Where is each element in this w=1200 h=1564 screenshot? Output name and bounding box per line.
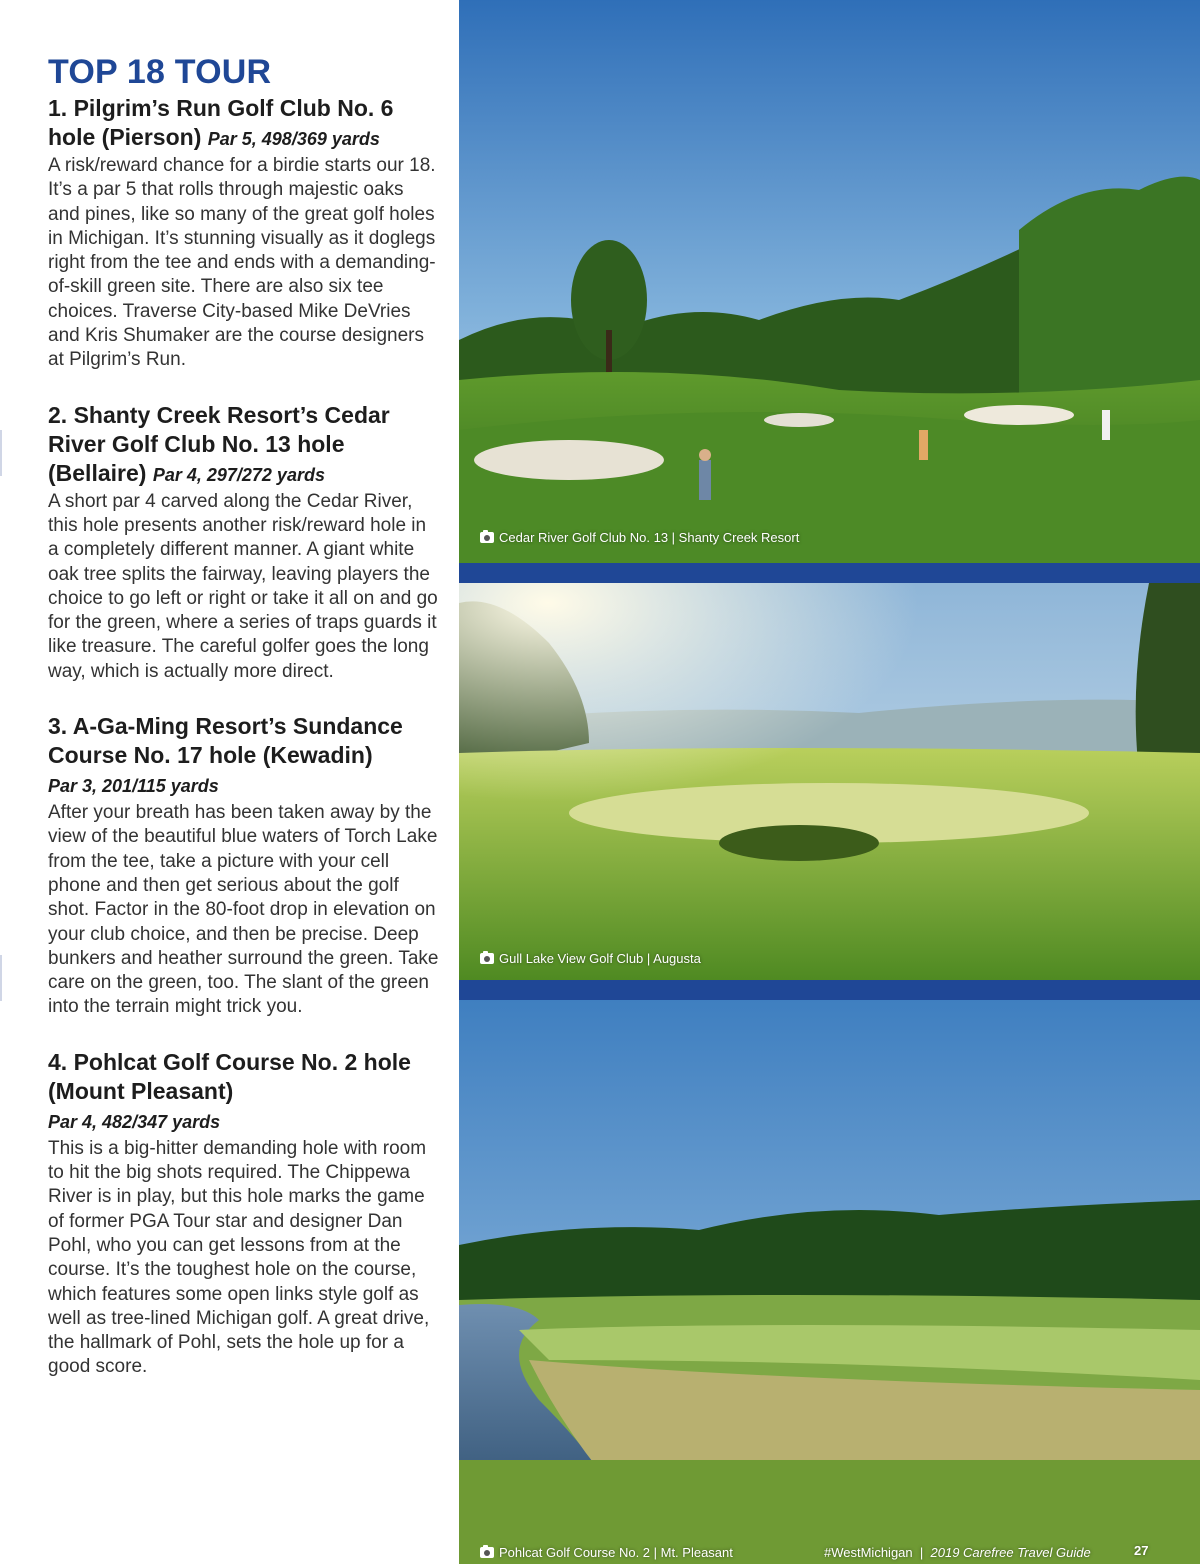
- hole-heading: [48, 401, 440, 490]
- article-column: [48, 52, 440, 1408]
- photo-gull-lake-image: [459, 583, 1200, 980]
- hole-description: A short par 4 carved along the Cedar River, this hole presents another risk/reward hole in a completely different manner. A giant white oak tree splits the fairway, leaving players the choice to go left or right or take it all on and go for the green, where a series of traps guards it like treasure. The careful golfer goes the long way, which is actually more direct.: [48, 490, 438, 682]
- camera-icon: [480, 1547, 494, 1558]
- hole-par-line: [48, 770, 440, 801]
- hole-par: Par 3, 201/115 yards: [48, 776, 219, 797]
- footer-hashtag: #WestMichigan: [824, 1545, 913, 1560]
- page-title: TOP 18 TOUR: [48, 53, 272, 91]
- hole-par: Par 4, 297/272 yards: [152, 464, 325, 485]
- photo-caption: [480, 1545, 733, 1560]
- photo-cedar-river-image: [459, 0, 1200, 563]
- photo-pohlcat: [459, 1000, 1200, 1564]
- hole-title: 1. Pilgrim’s Run Golf Club No. 6 hole (Pierson): [48, 95, 394, 150]
- divider-band: [459, 563, 1200, 583]
- margin-mark: [0, 955, 2, 1001]
- footer-separator: |: [919, 1545, 924, 1560]
- hole-entry: [48, 712, 440, 1020]
- photo-caption-text: Gull Lake View Golf Club | Augusta: [499, 951, 701, 966]
- camera-icon: [480, 953, 494, 964]
- photo-caption: [480, 530, 799, 545]
- hole-title: 4. Pohlcat Golf Course No. 2 hole (Mount Pleasant): [48, 1048, 411, 1104]
- hole-description: This is a big-hitter demanding hole with room to hit the big shots required. The Chippewa River is in play, but this hole marks the game of former PGA Tour star and designer Dan Pohl, who you can get lessons from at the course. It’s the toughest hole on the course, which features some open links style golf as well as tree-lined Michigan golf. A great drive, the hallmark of Pohl, sets the hole up for a good score.: [48, 1137, 430, 1378]
- hole-description: A risk/reward chance for a birdie starts our 18. It’s a par 5 that rolls through majestic oaks and pines, like so many of the great golf holes in Michigan. It’s stunning visually as it doglegs right from the tee and ends with a demanding-of-skill green site. There are also six tee choices. Traverse City-based Mike DeVries and Kris Shumaker are the course designers at Pilgrim’s Run.: [48, 155, 436, 371]
- footer-guide-title: 2019 Carefree Travel Guide: [930, 1545, 1091, 1560]
- photo-caption-text: Cedar River Golf Club No. 13 | Shanty Creek Resort: [499, 530, 800, 545]
- hole-entry: [48, 1048, 440, 1380]
- hole-entry: [48, 94, 440, 373]
- photo-gull-lake: [459, 583, 1200, 980]
- photo-caption-text: Pohlcat Golf Course No. 2 | Mt. Pleasant: [499, 1545, 733, 1560]
- hole-title: 2. Shanty Creek Resort’s Cedar River Golf Club No. 13 hole (Bellaire): [48, 401, 390, 486]
- divider-band: [459, 980, 1200, 1000]
- photo-cedar-river: [459, 0, 1200, 563]
- hole-heading: [48, 1048, 440, 1106]
- hole-heading: [48, 94, 440, 154]
- hole-par: Par 5, 498/369 yards: [207, 129, 380, 149]
- hole-title: 3. A-Ga-Ming Resort’s Sundance Course No. 17 hole (Kewadin): [48, 713, 403, 769]
- page-number: 27: [1134, 1543, 1149, 1558]
- hole-par: Par 4, 482/347 yards: [48, 1111, 221, 1132]
- hole-entry: [48, 401, 440, 684]
- footer-publication: [824, 1545, 1091, 1560]
- camera-icon: [480, 532, 494, 543]
- hole-heading: [48, 712, 440, 770]
- hole-description: After your breath has been taken away by the view of the beautiful blue waters of Torch Lake from the tee, take a picture with your cell phone and then get serious about the golf shot. Factor in the 80-foot drop in elevation on your club choice, and then be precise. Deep bunkers and heather surround the green. Take care on the green, too. The slant of the green into the terrain might trick you.: [48, 802, 439, 1018]
- margin-mark: [0, 430, 2, 476]
- hole-par-line: [48, 1106, 440, 1137]
- photo-caption: [480, 951, 701, 966]
- photo-pohlcat-image: [459, 1000, 1200, 1564]
